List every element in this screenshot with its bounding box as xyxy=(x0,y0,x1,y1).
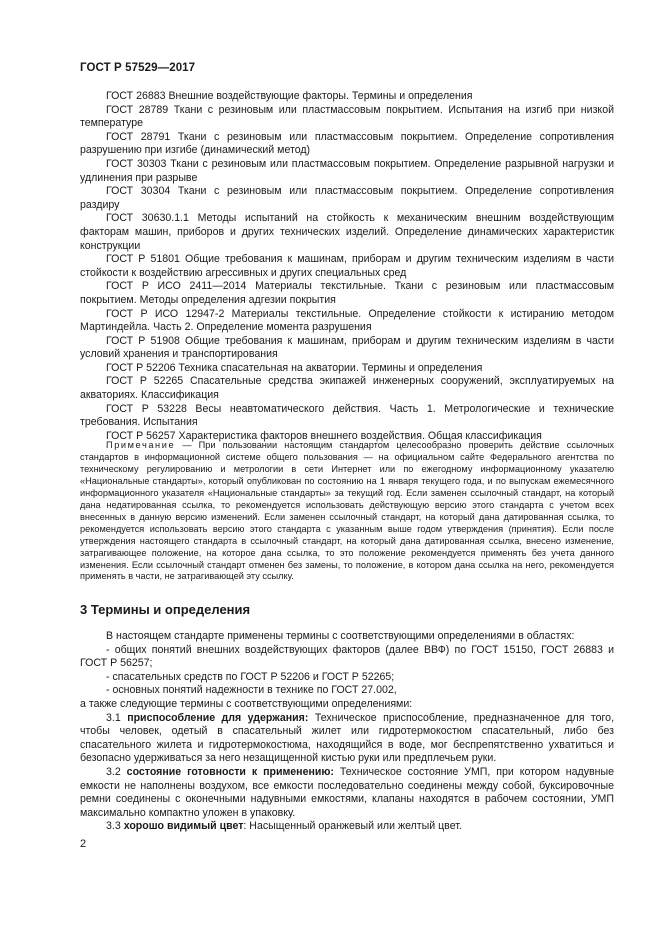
term-text: : Насыщенный оранжевый или желтый цвет. xyxy=(243,820,462,833)
reference-item: ГОСТ 30630.1.1 Методы испытаний на стойкость к механическим внешним воздействующим факторам машин, приборов и других технических изделий. Определение динамических характеристик конструкции xyxy=(80,212,614,252)
reference-item: ГОСТ Р 51801 Общие требования к машинам, приборам и другим техническим изделиям в части стойкости к воздействию агрессивных и других специальных сред xyxy=(80,253,614,279)
reference-item: ГОСТ Р 52206 Техника спасательная на акватории. Термины и определения xyxy=(106,361,483,374)
document-header: ГОСТ Р 57529—2017 xyxy=(80,62,196,74)
reference-item: ГОСТ Р ИСО 2411—2014 Материалы текстильные. Ткани с резиновым или пластмассовым покрытием. Методы определения адгезии покрытия xyxy=(80,280,614,306)
term-text: Техническое приспособление, предназначенное для того, чтобы человек, одетый в спасательный жилет или гидротермокостюм спасательный, либо без спасательного жилета и гидротермокостюма, находящийся в воде, мог беспрепятственно ухватиться и безопасно удерживаться за него незащищенной кистью руки или предплечьем руки. xyxy=(80,711,615,765)
term-definition xyxy=(80,712,614,766)
reference-item: ГОСТ Р 51908 Общие требования к машинам, приборам и другим техническим изделиям в части условий хранения и транспортирования xyxy=(80,334,614,361)
term-number: 3.2 xyxy=(106,765,121,778)
reference-item: ГОСТ Р ИСО 12947-2 Материалы текстильные. Определение стойкости к истиранию методом Мартиндейла. Часть 2. Определение момента разрушения xyxy=(80,307,614,334)
term-definition xyxy=(80,820,614,834)
note-label: Примечание xyxy=(106,440,176,450)
page-number: 2 xyxy=(80,838,87,850)
reference-item: ГОСТ Р 52265 Спасательные средства экипажей инженерных сооружений, эксплуатируемых на акваториях. Классификация xyxy=(80,375,614,402)
term-text: Техническое состояние УМП, при котором надувные емкости не наполнены воздухом, все емкости последовательно соединены между собой, буксировочные ремни соединены с оконечными надувными емкостями, клапаны находятся в рабочем состоянии, УМП максимально компактно уложен в упаковку. xyxy=(80,765,614,819)
section-body xyxy=(80,630,614,834)
note-paragraph xyxy=(80,440,614,583)
term-name: приспособление для удержания: xyxy=(127,711,309,724)
term-name: хорошо видимый цвет xyxy=(123,820,244,833)
reference-item: ГОСТ Р 56257 Характеристика факторов внешнего воздействия. Общая классификация xyxy=(106,429,542,442)
list-item: - спасательных средств по ГОСТ Р 52206 и ГОСТ Р 52265; xyxy=(106,670,395,683)
section-title: 3 Термины и определения xyxy=(80,602,251,617)
section-intro: В настоящем стандарте применены термины с соответствующими определениями в областях: xyxy=(106,630,575,642)
list-item: - основных понятий надежности в технике по ГОСТ 27.002, xyxy=(106,684,397,697)
reference-item: ГОСТ Р 53228 Весы неавтоматического действия. Часть 1. Метрологические и технические требования. Испытания xyxy=(80,402,614,429)
reference-item: ГОСТ 28789 Ткани с резиновым или пластмассовым покрытием. Испытания на изгиб при низкой температуре xyxy=(80,103,614,130)
note-block xyxy=(80,440,614,583)
term-number: 3.1 xyxy=(106,711,121,724)
term-name: состояние готовности к применению: xyxy=(126,765,334,778)
note-text: — При пользовании настоящим стандартом целесообразно проверить действие ссылочных стандартов в информационной системе общего пользования — на официальном сайте Федерального агентства по техническому регулированию и метрологии в сети Интернет или по ежегодному информационному указателю «Национальные стандарты», который опубликован по состоянию на 1 января текущего года, и по выпускам ежемесячного информационного указателя «Национальные стандарты» за текущий год. Если заменен ссылочный стандарт, на который дана недатированная ссылка, то рекомендуется использовать действующую версию этого стандарта с учетом всех внесенных в данную версию изменений. Если заменен ссылочный стандарт, на который дана датированная ссылка, то рекомендуется использовать версию этого стандарта с указанным выше годом утверждения (принятия). Если после утверждения настоящего стандарта в ссылочный стандарт, на который дана датированная ссылка, внесено изменение, затрагивающее положение, на которое дана ссылка, то это положение рекомендуется применять без учета данного изменения. Если ссылочный стандарт отменен без замены, то положение, в котором дана ссылка на него, рекомендуется применять в части, не затрагивающей эту ссылку. xyxy=(80,440,614,582)
reference-item: ГОСТ 26883 Внешние воздействующие факторы. Термины и определения xyxy=(106,90,473,102)
section-also: а также следующие термины с соответствующими определениями: xyxy=(80,697,413,710)
normative-references-list xyxy=(80,90,614,443)
reference-item: ГОСТ 30304 Ткани с резиновым или пластмассовым покрытием. Определение сопротивления раздиру xyxy=(80,185,614,211)
term-definition xyxy=(80,766,614,820)
list-item: - общих понятий внешних воздействующих факторов (далее ВВФ) по ГОСТ 15150, ГОСТ 26883 и ГОСТ Р 56257; xyxy=(80,643,614,670)
reference-item: ГОСТ 28791 Ткани с резиновым или пластмассовым покрытием. Определение сопротивления разрушению при изгибе (динамический метод) xyxy=(80,130,614,157)
term-number: 3.3 xyxy=(106,820,121,833)
reference-item: ГОСТ 30303 Ткани с резиновым или пластмассовым покрытием. Определение разрывной нагрузки и удлинения при разрыве xyxy=(80,157,614,184)
